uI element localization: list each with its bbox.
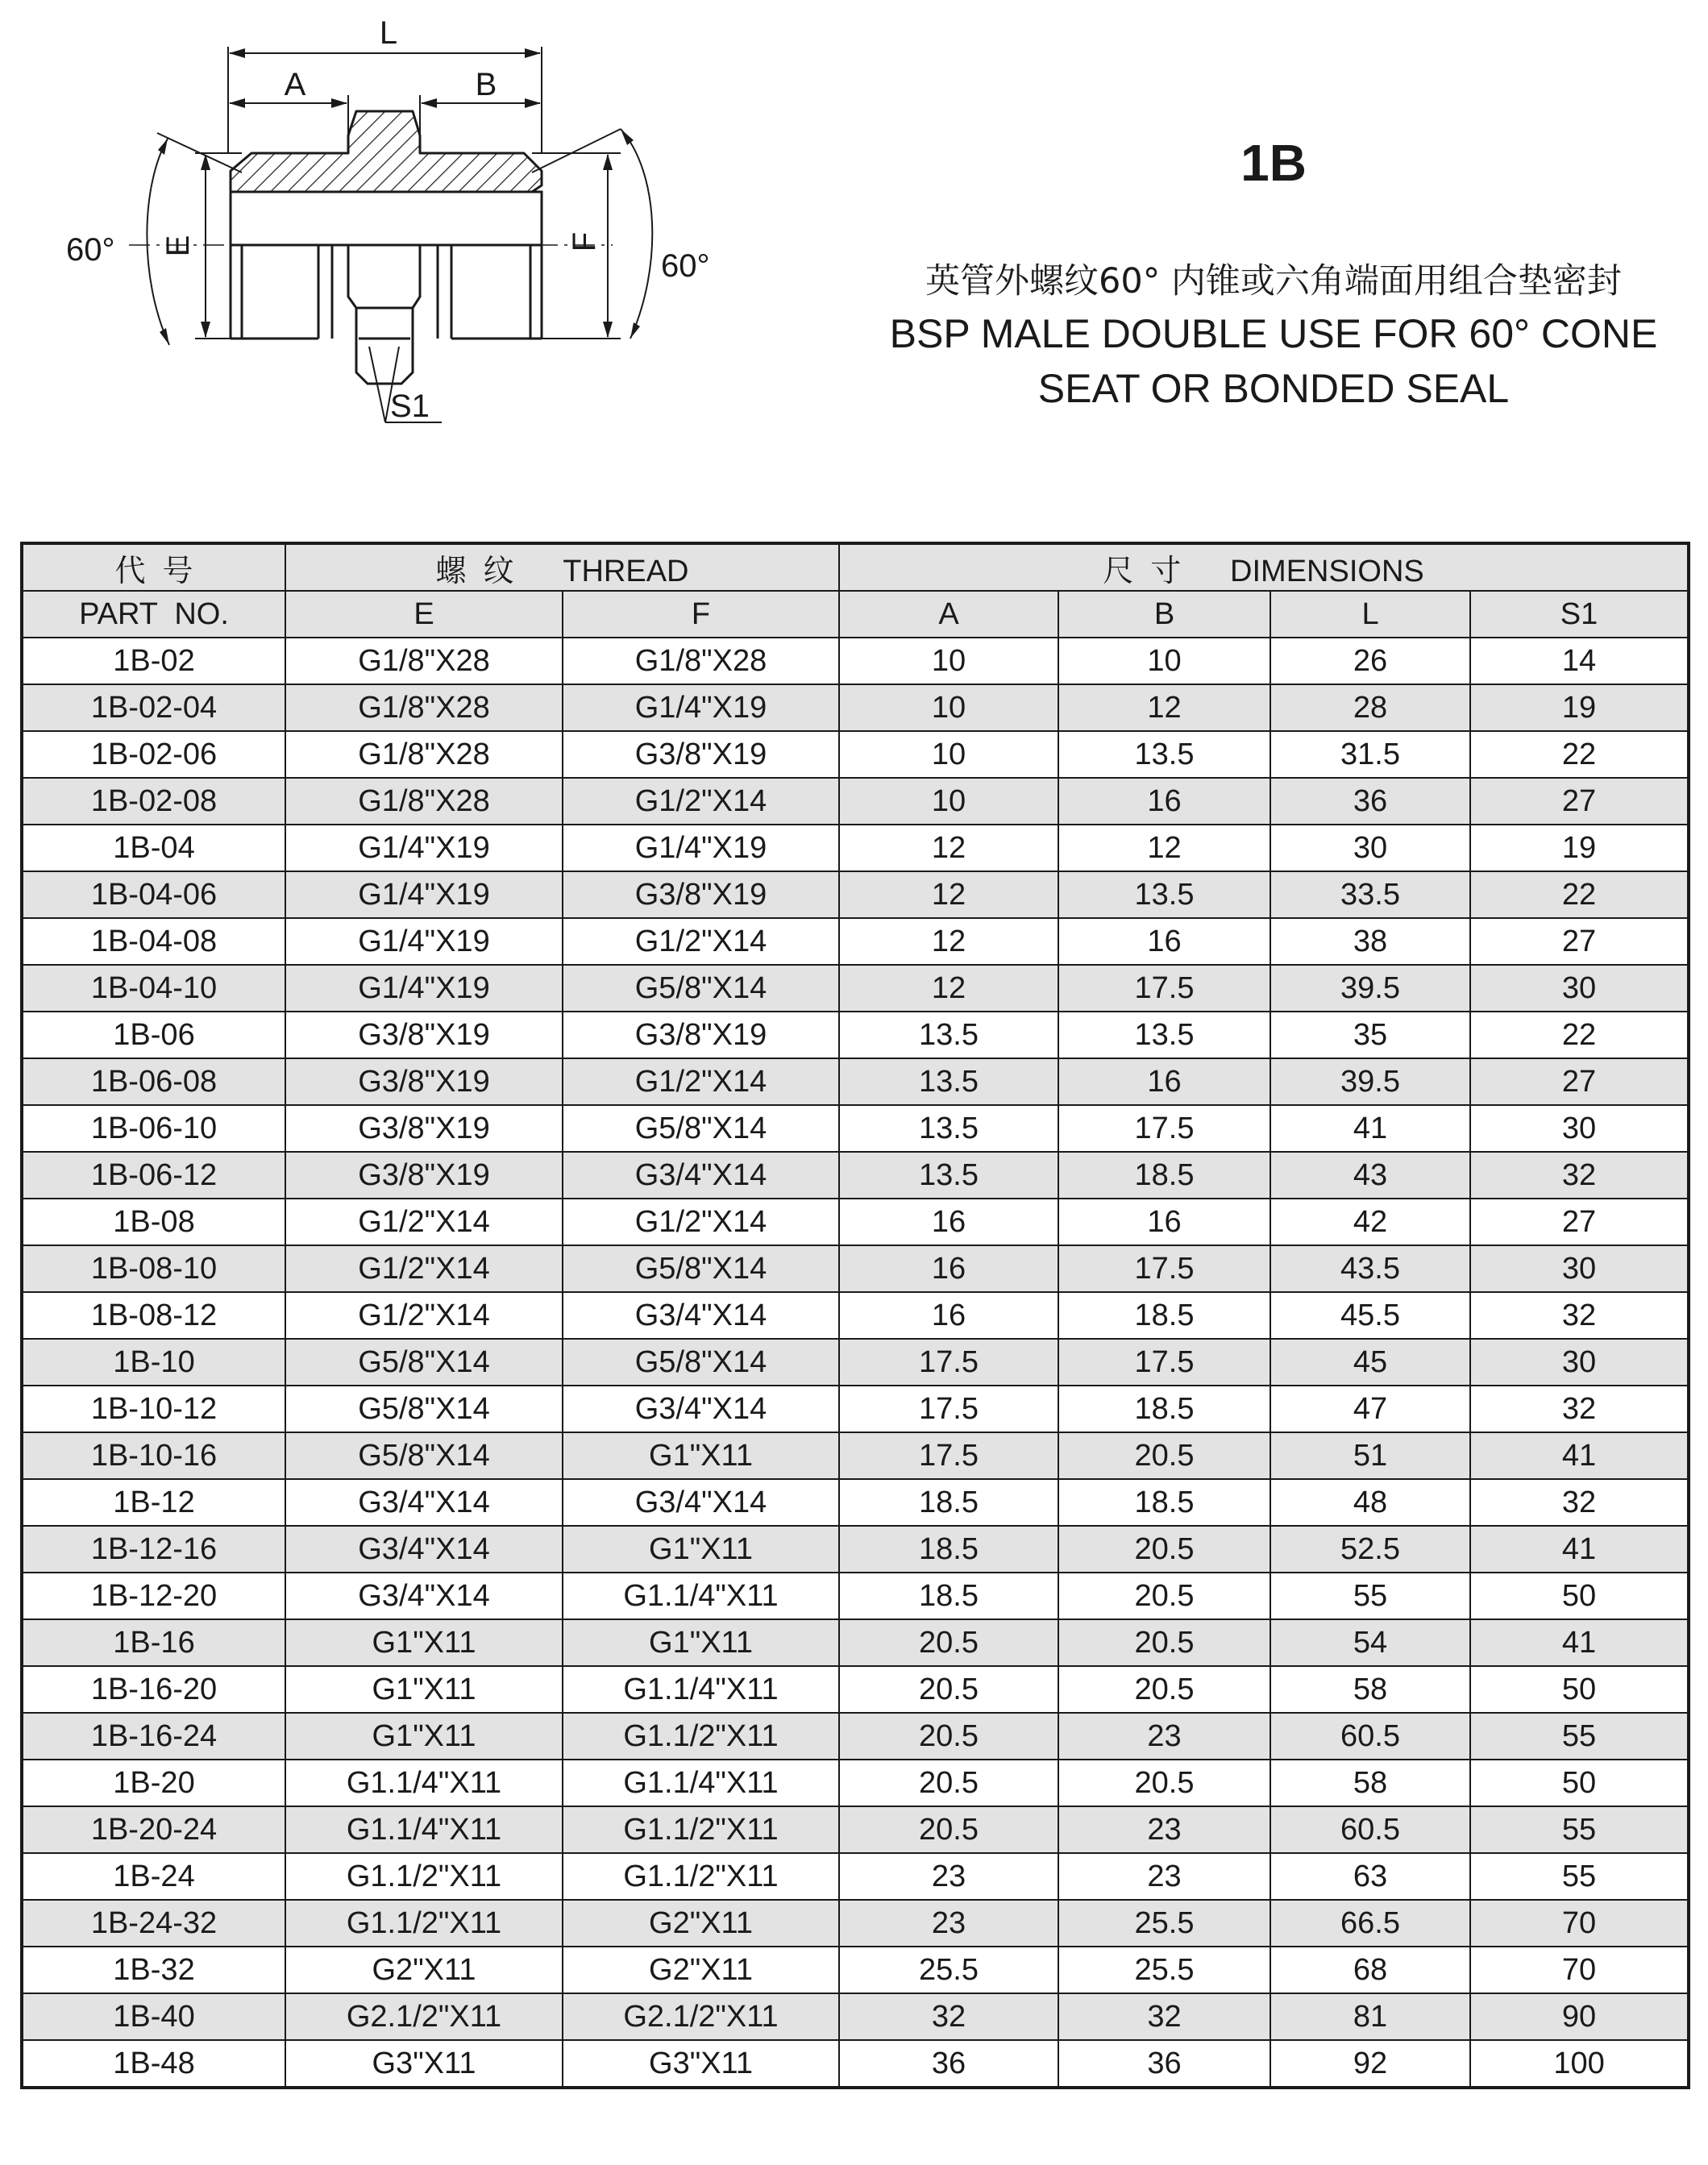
table-row [22, 638, 1689, 684]
cell-thread-e: G3"X11 [285, 2040, 563, 2088]
cell-part-no: 1B-06-10 [22, 1105, 285, 1152]
title-english-line-1: BSP MALE DOUBLE USE FOR 60° CONE [889, 311, 1658, 356]
cell-thread-e: G3/8"X19 [285, 1058, 563, 1105]
cell-dim-b: 36 [1058, 2040, 1270, 2088]
cell-part-no: 1B-02-04 [22, 684, 285, 731]
cell-dim-l: 47 [1270, 1386, 1470, 1432]
cell-dim-b: 25.5 [1058, 1900, 1270, 1947]
table-row [22, 1339, 1689, 1386]
dimension-A [229, 67, 348, 135]
cell-part-no: 1B-24 [22, 1853, 285, 1900]
cell-dim-l: 45.5 [1270, 1292, 1470, 1339]
cell-dim-s1: 41 [1470, 1619, 1689, 1666]
cell-part-no: 1B-06-08 [22, 1058, 285, 1105]
cell-thread-e: G2"X11 [285, 1947, 563, 1993]
cell-dim-b: 20.5 [1058, 1619, 1270, 1666]
cell-dim-a: 17.5 [839, 1386, 1058, 1432]
header-thread-cn-1: 螺 [435, 552, 467, 588]
table-row [22, 1760, 1689, 1806]
cell-dim-a: 12 [839, 918, 1058, 965]
cell-dim-b: 16 [1058, 918, 1270, 965]
cell-dim-a: 20.5 [839, 1619, 1058, 1666]
cell-thread-f: G3/4"X14 [563, 1152, 839, 1199]
cell-dim-l: 58 [1270, 1666, 1470, 1713]
table-row [22, 1199, 1689, 1245]
cell-dim-s1: 100 [1470, 2040, 1689, 2088]
header-part-cn-2: 号 [162, 552, 193, 588]
header-part-no: PART NO. [22, 591, 285, 638]
cell-dim-s1: 55 [1470, 1806, 1689, 1853]
cell-dim-l: 30 [1270, 825, 1470, 871]
cell-dim-s1: 50 [1470, 1760, 1689, 1806]
angle-left-60 [66, 133, 242, 345]
cell-thread-e: G5/8"X14 [285, 1339, 563, 1386]
cell-dim-s1: 22 [1470, 871, 1689, 918]
cell-thread-e: G1/4"X19 [285, 871, 563, 918]
cell-thread-e: G1/2"X14 [285, 1292, 563, 1339]
cell-dim-s1: 27 [1470, 918, 1689, 965]
cell-dim-s1: 19 [1470, 825, 1689, 871]
cell-dim-b: 20.5 [1058, 1432, 1270, 1479]
table-row [22, 1105, 1689, 1152]
cell-thread-f: G1.1/4"X11 [563, 1573, 839, 1619]
table-row [22, 1292, 1689, 1339]
cell-dim-a: 20.5 [839, 1666, 1058, 1713]
cell-dim-b: 13.5 [1058, 731, 1270, 778]
header-col-E: E [285, 591, 563, 638]
cell-part-no: 1B-04-10 [22, 965, 285, 1012]
cell-dim-s1: 30 [1470, 965, 1689, 1012]
cell-thread-f: G5/8"X14 [563, 965, 839, 1012]
cell-dim-a: 20.5 [839, 1713, 1058, 1760]
cell-part-no: 1B-06-12 [22, 1152, 285, 1199]
cell-thread-e: G3/4"X14 [285, 1479, 563, 1526]
cell-thread-f: G1.1/2"X11 [563, 1713, 839, 1760]
cell-dim-a: 12 [839, 965, 1058, 1012]
cell-dim-b: 12 [1058, 825, 1270, 871]
cell-dim-a: 10 [839, 684, 1058, 731]
cell-dim-b: 23 [1058, 1853, 1270, 1900]
cell-dim-a: 18.5 [839, 1479, 1058, 1526]
dim-label-E: E [160, 235, 196, 257]
cell-dim-s1: 50 [1470, 1573, 1689, 1619]
cell-thread-f: G1"X11 [563, 1526, 839, 1573]
table-row [22, 684, 1689, 731]
cell-thread-f: G3/4"X14 [563, 1292, 839, 1339]
cell-thread-f: G3/4"X14 [563, 1386, 839, 1432]
cell-part-no: 1B-12-16 [22, 1526, 285, 1573]
cell-dim-s1: 41 [1470, 1526, 1689, 1573]
table-row [22, 778, 1689, 825]
cell-dim-l: 68 [1270, 1947, 1470, 1993]
angle-label-left: 60° [66, 232, 115, 268]
cell-dim-b: 16 [1058, 778, 1270, 825]
cell-thread-f: G1/2"X14 [563, 1058, 839, 1105]
table-body [22, 638, 1689, 2088]
cell-dim-l: 55 [1270, 1573, 1470, 1619]
cell-dim-a: 10 [839, 638, 1058, 684]
cell-part-no: 1B-04 [22, 825, 285, 871]
cell-dim-l: 35 [1270, 1012, 1470, 1058]
dimension-B [420, 67, 541, 135]
cell-dim-a: 13.5 [839, 1012, 1058, 1058]
dim-label-F: F [567, 231, 602, 252]
cell-part-no: 1B-06 [22, 1012, 285, 1058]
cell-dim-l: 48 [1270, 1479, 1470, 1526]
cell-part-no: 1B-48 [22, 2040, 285, 2088]
cell-part-no: 1B-10 [22, 1339, 285, 1386]
cell-thread-f: G2.1/2"X11 [563, 1993, 839, 2040]
dim-label-L: L [379, 15, 398, 51]
cell-dim-b: 17.5 [1058, 965, 1270, 1012]
cell-dim-l: 43 [1270, 1152, 1470, 1199]
cell-dim-s1: 32 [1470, 1479, 1689, 1526]
cell-dim-b: 18.5 [1058, 1479, 1270, 1526]
header-part-cn-1: 代 [114, 552, 146, 588]
cell-dim-s1: 32 [1470, 1292, 1689, 1339]
cell-thread-e: G1"X11 [285, 1619, 563, 1666]
table-row [22, 1619, 1689, 1666]
cell-part-no: 1B-02-06 [22, 731, 285, 778]
cell-thread-e: G3/4"X14 [285, 1573, 563, 1619]
table-row [22, 1573, 1689, 1619]
header-row-1 [22, 543, 1689, 591]
cell-dim-l: 63 [1270, 1853, 1470, 1900]
cell-thread-e: G1.1/2"X11 [285, 1900, 563, 1947]
cell-thread-e: G1.1/4"X11 [285, 1760, 563, 1806]
cell-thread-e: G5/8"X14 [285, 1432, 563, 1479]
header-col-B: B [1058, 591, 1270, 638]
cell-dim-a: 17.5 [839, 1339, 1058, 1386]
cell-thread-f: G1.1/4"X11 [563, 1760, 839, 1806]
cell-dim-l: 42 [1270, 1199, 1470, 1245]
cell-part-no: 1B-08-12 [22, 1292, 285, 1339]
table-header [22, 543, 1689, 638]
cell-dim-s1: 90 [1470, 1993, 1689, 2040]
cell-thread-e: G1"X11 [285, 1713, 563, 1760]
cell-dim-b: 20.5 [1058, 1666, 1270, 1713]
cell-thread-e: G3/8"X19 [285, 1105, 563, 1152]
cell-dim-s1: 55 [1470, 1853, 1689, 1900]
fitting-body-outline [231, 192, 542, 384]
cell-part-no: 1B-32 [22, 1947, 285, 1993]
cell-part-no: 1B-20-24 [22, 1806, 285, 1853]
cell-thread-e: G5/8"X14 [285, 1386, 563, 1432]
header-col-F: F [563, 591, 839, 638]
cell-dim-s1: 70 [1470, 1900, 1689, 1947]
cell-thread-e: G1/8"X28 [285, 638, 563, 684]
cell-dim-s1: 30 [1470, 1245, 1689, 1292]
cell-part-no: 1B-02 [22, 638, 285, 684]
cell-dim-a: 20.5 [839, 1806, 1058, 1853]
header-dims-cn-1: 尺 [1103, 552, 1134, 588]
header-dims-cn-2: 寸 [1150, 552, 1182, 588]
cell-thread-e: G1.1/2"X11 [285, 1853, 563, 1900]
cell-dim-b: 17.5 [1058, 1105, 1270, 1152]
table-row [22, 1245, 1689, 1292]
table-row [22, 1432, 1689, 1479]
cell-thread-f: G1.1/4"X11 [563, 1666, 839, 1713]
cell-dim-l: 60.5 [1270, 1713, 1470, 1760]
cell-thread-f: G3/4"X14 [563, 1479, 839, 1526]
cell-part-no: 1B-40 [22, 1993, 285, 2040]
table-row [22, 825, 1689, 871]
cell-dim-a: 20.5 [839, 1760, 1058, 1806]
cell-dim-l: 60.5 [1270, 1806, 1470, 1853]
cell-thread-f: G3/8"X19 [563, 731, 839, 778]
cell-dim-b: 18.5 [1058, 1292, 1270, 1339]
cell-dim-b: 12 [1058, 684, 1270, 731]
cell-dim-l: 43.5 [1270, 1245, 1470, 1292]
cell-thread-f: G5/8"X14 [563, 1105, 839, 1152]
cell-part-no: 1B-12 [22, 1479, 285, 1526]
header-part-cn [22, 543, 285, 591]
cell-dim-b: 18.5 [1058, 1386, 1270, 1432]
cell-dim-a: 16 [839, 1292, 1058, 1339]
cell-dim-s1: 50 [1470, 1666, 1689, 1713]
cell-dim-a: 12 [839, 871, 1058, 918]
product-code: 1B [1240, 134, 1307, 192]
title-chinese: 英管外螺纹60° 内锥或六角端面用组合垫密封 [925, 261, 1622, 301]
fitting-diagram [0, 0, 725, 451]
cell-dim-l: 39.5 [1270, 1058, 1470, 1105]
dim-label-A: A [284, 67, 306, 102]
cell-thread-e: G1/2"X14 [285, 1199, 563, 1245]
cell-dim-l: 28 [1270, 684, 1470, 731]
cell-thread-e: G2.1/2"X11 [285, 1993, 563, 2040]
cell-dim-s1: 27 [1470, 1199, 1689, 1245]
cell-dim-a: 18.5 [839, 1573, 1058, 1619]
cell-thread-e: G1"X11 [285, 1666, 563, 1713]
cell-thread-f: G2"X11 [563, 1947, 839, 1993]
cell-dim-s1: 30 [1470, 1339, 1689, 1386]
spec-table [20, 542, 1690, 2089]
cell-thread-f: G5/8"X14 [563, 1245, 839, 1292]
cell-dim-l: 81 [1270, 1993, 1470, 2040]
table-row [22, 1526, 1689, 1573]
cell-dim-s1: 22 [1470, 1012, 1689, 1058]
cell-thread-e: G1/4"X19 [285, 825, 563, 871]
cell-dim-b: 20.5 [1058, 1526, 1270, 1573]
cell-thread-f: G1/2"X14 [563, 1199, 839, 1245]
cell-part-no: 1B-02-08 [22, 778, 285, 825]
cell-thread-f: G3/8"X19 [563, 1012, 839, 1058]
cell-dim-l: 54 [1270, 1619, 1470, 1666]
cell-part-no: 1B-04-06 [22, 871, 285, 918]
cell-part-no: 1B-16 [22, 1619, 285, 1666]
dim-label-S1: S1 [390, 389, 430, 424]
table-row [22, 1479, 1689, 1526]
header-thread-en: THREAD [563, 554, 689, 588]
cell-thread-f: G1/4"X19 [563, 825, 839, 871]
cell-dim-a: 23 [839, 1853, 1058, 1900]
cell-dim-l: 45 [1270, 1339, 1470, 1386]
cell-dim-l: 92 [1270, 2040, 1470, 2088]
table-row [22, 1386, 1689, 1432]
cell-thread-e: G3/8"X19 [285, 1152, 563, 1199]
cell-thread-f: G5/8"X14 [563, 1339, 839, 1386]
table-row [22, 918, 1689, 965]
cell-part-no: 1B-04-08 [22, 918, 285, 965]
cell-dim-s1: 55 [1470, 1713, 1689, 1760]
cell-dim-a: 16 [839, 1199, 1058, 1245]
cell-dim-a: 13.5 [839, 1058, 1058, 1105]
header-col-A: A [839, 591, 1058, 638]
cell-dim-a: 13.5 [839, 1105, 1058, 1152]
cell-dim-l: 58 [1270, 1760, 1470, 1806]
cell-dim-s1: 32 [1470, 1386, 1689, 1432]
header-dimensions [839, 543, 1689, 591]
table-row [22, 1152, 1689, 1199]
cell-dim-b: 13.5 [1058, 871, 1270, 918]
cell-thread-e: G1/8"X28 [285, 778, 563, 825]
cell-dim-s1: 27 [1470, 1058, 1689, 1105]
cell-dim-b: 23 [1058, 1806, 1270, 1853]
cell-dim-a: 10 [839, 778, 1058, 825]
table-row [22, 1058, 1689, 1105]
table-row [22, 1900, 1689, 1947]
cell-dim-s1: 70 [1470, 1947, 1689, 1993]
cell-dim-a: 16 [839, 1245, 1058, 1292]
cell-dim-l: 33.5 [1270, 871, 1470, 918]
cell-dim-b: 10 [1058, 638, 1270, 684]
cell-dim-a: 10 [839, 731, 1058, 778]
cell-dim-l: 26 [1270, 638, 1470, 684]
cell-dim-l: 51 [1270, 1432, 1470, 1479]
cell-thread-f: G1"X11 [563, 1619, 839, 1666]
cell-thread-f: G1.1/2"X11 [563, 1806, 839, 1853]
cell-thread-f: G1/2"X14 [563, 918, 839, 965]
cell-part-no: 1B-08 [22, 1199, 285, 1245]
cell-dim-s1: 30 [1470, 1105, 1689, 1152]
cell-thread-f: G3"X11 [563, 2040, 839, 2088]
table-row [22, 1993, 1689, 2040]
cell-part-no: 1B-10-16 [22, 1432, 285, 1479]
cell-dim-s1: 14 [1470, 638, 1689, 684]
angle-right-60 [532, 129, 710, 339]
cell-dim-s1: 41 [1470, 1432, 1689, 1479]
table-row [22, 1947, 1689, 1993]
cell-part-no: 1B-16-24 [22, 1713, 285, 1760]
cell-thread-e: G1/8"X28 [285, 684, 563, 731]
title-block [838, 134, 1708, 416]
cell-dim-l: 66.5 [1270, 1900, 1470, 1947]
cell-dim-b: 16 [1058, 1058, 1270, 1105]
cell-dim-b: 20.5 [1058, 1573, 1270, 1619]
header-row-2 [22, 591, 1689, 638]
title-english-line-2: SEAT OR BONDED SEAL [1037, 366, 1510, 411]
header-thread-cn-2: 纹 [483, 552, 514, 588]
header-dims-en: DIMENSIONS [1230, 554, 1424, 588]
cell-dim-b: 18.5 [1058, 1152, 1270, 1199]
table-row [22, 731, 1689, 778]
header-col-S1: S1 [1470, 591, 1689, 638]
cell-thread-f: G2"X11 [563, 1900, 839, 1947]
table-row [22, 1666, 1689, 1713]
cell-thread-f: G1"X11 [563, 1432, 839, 1479]
cell-dim-a: 36 [839, 2040, 1058, 2088]
cell-thread-e: G1/2"X14 [285, 1245, 563, 1292]
table-row [22, 965, 1689, 1012]
cell-dim-b: 25.5 [1058, 1947, 1270, 1993]
table-row [22, 1853, 1689, 1900]
cell-dim-a: 23 [839, 1900, 1058, 1947]
cell-dim-b: 16 [1058, 1199, 1270, 1245]
dimension-F [532, 153, 621, 339]
table-row [22, 1806, 1689, 1853]
cell-thread-f: G1/2"X14 [563, 778, 839, 825]
cell-thread-f: G1.1/2"X11 [563, 1853, 839, 1900]
cell-thread-e: G3/8"X19 [285, 1012, 563, 1058]
header-thread [285, 543, 839, 591]
cell-dim-a: 13.5 [839, 1152, 1058, 1199]
angle-label-right: 60° [661, 248, 710, 284]
cell-part-no: 1B-20 [22, 1760, 285, 1806]
table-row [22, 1012, 1689, 1058]
cell-thread-e: G1/4"X19 [285, 965, 563, 1012]
cell-dim-a: 25.5 [839, 1947, 1058, 1993]
cell-dim-l: 38 [1270, 918, 1470, 965]
cell-dim-b: 17.5 [1058, 1245, 1270, 1292]
cell-dim-l: 39.5 [1270, 965, 1470, 1012]
cell-thread-f: G1/4"X19 [563, 684, 839, 731]
cell-dim-b: 23 [1058, 1713, 1270, 1760]
cell-dim-s1: 22 [1470, 731, 1689, 778]
cell-dim-a: 12 [839, 825, 1058, 871]
cell-thread-e: G1.1/4"X11 [285, 1806, 563, 1853]
cell-dim-s1: 19 [1470, 684, 1689, 731]
cell-thread-e: G3/4"X14 [285, 1526, 563, 1573]
dimension-S1 [369, 347, 442, 424]
cell-thread-e: G1/8"X28 [285, 731, 563, 778]
table-row [22, 1713, 1689, 1760]
cell-dim-b: 32 [1058, 1993, 1270, 2040]
dim-label-B: B [475, 67, 497, 102]
cell-part-no: 1B-24-32 [22, 1900, 285, 1947]
cell-thread-f: G3/8"X19 [563, 871, 839, 918]
header-col-L: L [1270, 591, 1470, 638]
cell-part-no: 1B-08-10 [22, 1245, 285, 1292]
cell-part-no: 1B-16-20 [22, 1666, 285, 1713]
cell-dim-a: 17.5 [839, 1432, 1058, 1479]
cell-dim-b: 13.5 [1058, 1012, 1270, 1058]
cell-part-no: 1B-12-20 [22, 1573, 285, 1619]
cell-dim-l: 52.5 [1270, 1526, 1470, 1573]
cell-dim-s1: 32 [1470, 1152, 1689, 1199]
cell-dim-a: 18.5 [839, 1526, 1058, 1573]
cell-dim-l: 41 [1270, 1105, 1470, 1152]
table-row [22, 871, 1689, 918]
cell-part-no: 1B-10-12 [22, 1386, 285, 1432]
cell-thread-f: G1/8"X28 [563, 638, 839, 684]
cell-dim-b: 20.5 [1058, 1760, 1270, 1806]
cell-thread-e: G1/4"X19 [285, 918, 563, 965]
table-row [22, 2040, 1689, 2088]
cell-dim-a: 32 [839, 1993, 1058, 2040]
cell-dim-l: 36 [1270, 778, 1470, 825]
cell-dim-b: 17.5 [1058, 1339, 1270, 1386]
cell-dim-s1: 27 [1470, 778, 1689, 825]
cell-dim-l: 31.5 [1270, 731, 1470, 778]
